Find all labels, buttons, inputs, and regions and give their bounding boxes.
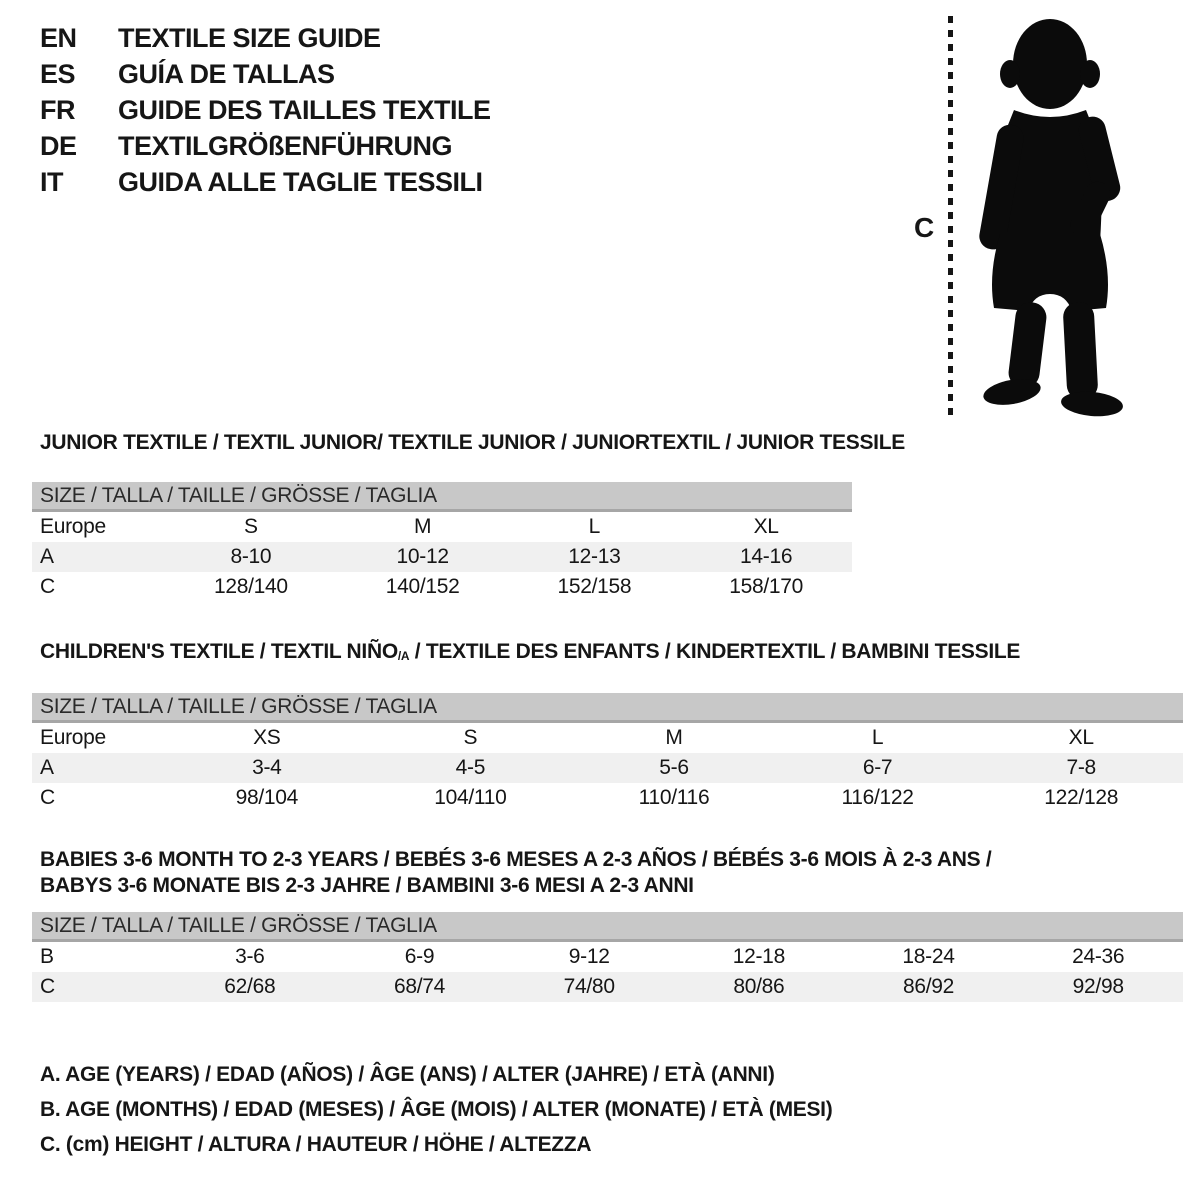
legend-line-b: B. AGE (MONTHS) / EDAD (MESES) / ÂGE (MOIS) / ALTER (MONATE) / ETÀ (MESI) — [40, 1098, 833, 1121]
children-heading-text: CHILDREN'S TEXTILE / TEXTIL NIÑO — [40, 640, 398, 663]
row-label: C — [40, 575, 55, 598]
junior-table-rows — [32, 512, 852, 602]
header-area — [0, 0, 1200, 420]
size-band: SIZE / TALLA / TAILLE / GRÖSSE / TAGLIA — [32, 482, 852, 512]
language-code: EN — [40, 23, 77, 53]
row-label: C — [40, 786, 55, 809]
size-cell: XL — [753, 515, 779, 538]
guide-title: TEXTILE SIZE GUIDE — [118, 23, 381, 53]
table-row — [32, 542, 852, 572]
row-label: B — [40, 945, 54, 968]
table-row — [32, 783, 1183, 813]
size-cell: 86/92 — [902, 975, 955, 998]
guide-title: GUIDA ALLE TAGLIE TESSILI — [118, 167, 483, 197]
language-row — [40, 92, 491, 128]
size-cell: 116/122 — [841, 786, 914, 809]
measure-legend — [40, 1057, 1183, 1162]
language-code: ES — [40, 59, 76, 89]
size-cell: 128/140 — [213, 575, 288, 598]
row-label: C — [40, 975, 55, 998]
babies-section — [32, 847, 1183, 1002]
size-cell: L — [588, 515, 601, 538]
size-cell: 12-18 — [732, 945, 785, 968]
size-cell: 14-16 — [740, 545, 793, 568]
legend-line-c: C. (cm) HEIGHT / ALTURA / HAUTEUR / HÖHE / ALTEZZA — [40, 1133, 592, 1156]
size-band: SIZE / TALLA / TAILLE / GRÖSSE / TAGLIA — [32, 693, 1183, 723]
babies-table-rows — [32, 942, 1183, 1002]
row-label: Europe — [40, 726, 106, 749]
legend-line-a: A. AGE (YEARS) / EDAD (AÑOS) / ÂGE (ANS) / ALTER (JAHRE) / ETÀ (ANNI) — [40, 1063, 775, 1086]
junior-size-table — [32, 482, 852, 602]
size-cell: 104/110 — [434, 786, 507, 809]
size-cell: 6-7 — [862, 756, 893, 779]
size-cell: 4-5 — [455, 756, 486, 779]
size-band: SIZE / TALLA / TAILLE / GRÖSSE / TAGLIA — [32, 912, 1183, 942]
size-cell: 158/170 — [729, 575, 804, 598]
guide-title: GUIDE DES TAILLES TEXTILE — [118, 95, 491, 125]
size-cell: 8-10 — [230, 545, 272, 568]
row-label: A — [40, 545, 54, 568]
table-row — [32, 512, 852, 542]
children-size-table — [32, 693, 1183, 813]
language-row — [40, 20, 491, 56]
children-heading-text: / TEXTILE DES ENFANTS / KINDERTEXTIL / BAMBINI TESSILE — [409, 640, 1021, 663]
children-section-heading — [32, 639, 1183, 667]
junior-section-heading: JUNIOR TEXTILE / TEXTIL JUNIOR/ TEXTILE JUNIOR / JUNIORTEXTIL / JUNIOR TESSILE — [40, 431, 905, 454]
language-code: IT — [40, 167, 63, 197]
size-cell: 18-24 — [902, 945, 955, 968]
height-measure-label: C — [914, 212, 935, 243]
size-cell: 80/86 — [733, 975, 785, 998]
table-row — [32, 572, 852, 602]
size-cell: 7-8 — [1066, 756, 1096, 779]
size-cell: 5-6 — [659, 756, 689, 779]
language-code: DE — [40, 131, 77, 161]
size-cell: M — [414, 515, 432, 538]
size-cell: 24-36 — [1072, 945, 1125, 968]
size-cell: 98/104 — [235, 786, 299, 809]
table-row — [32, 723, 1183, 753]
table-row — [32, 972, 1183, 1002]
size-cell: XS — [253, 726, 281, 749]
size-cell: 68/74 — [393, 975, 446, 998]
size-cell: 9-12 — [568, 945, 610, 968]
children-heading-subscript: /A — [397, 649, 410, 663]
size-cell: 92/98 — [1072, 975, 1124, 998]
size-cell: 3-4 — [252, 756, 282, 779]
table-row — [32, 942, 1183, 972]
size-cell: 74/80 — [563, 975, 615, 998]
size-cell: 12-13 — [568, 545, 621, 568]
size-cell: 62/68 — [224, 975, 276, 998]
language-row — [40, 164, 491, 200]
size-cell: 10-12 — [396, 545, 449, 568]
row-label: A — [40, 756, 54, 779]
size-cell: 110/116 — [638, 786, 710, 809]
size-cell: XL — [1068, 726, 1094, 749]
babies-heading-line1: BABIES 3-6 MONTH TO 2-3 YEARS / BEBÉS 3-6 MESES A 2-3 AÑOS / BÉBÉS 3-6 MOIS À 2-3 ANS / — [40, 848, 992, 871]
babies-heading-line2: BABYS 3-6 MONATE BIS 2-3 JAHRE / BAMBINI 3-6 MESI A 2-3 ANNI — [40, 874, 694, 897]
size-cell: 152/158 — [557, 575, 632, 598]
size-cell: S — [463, 726, 478, 749]
babies-size-table — [32, 912, 1183, 1002]
language-title-list — [40, 20, 491, 200]
height-measure-dashed-line — [948, 16, 953, 416]
row-label: Europe — [40, 515, 106, 538]
size-cell: M — [665, 726, 683, 749]
toddler-silhouette-icon — [962, 12, 1142, 417]
language-code: FR — [40, 95, 75, 125]
children-section — [32, 639, 1183, 813]
language-row — [40, 56, 491, 92]
guide-title: GUÍA DE TALLAS — [118, 59, 335, 89]
size-cell: 3-6 — [235, 945, 265, 968]
language-row — [40, 128, 491, 164]
guide-title: TEXTILGRÖßENFÜHRUNG — [118, 131, 452, 161]
size-cell: 122/128 — [1044, 786, 1119, 809]
size-cell: L — [871, 726, 884, 749]
babies-section-heading — [32, 847, 1183, 899]
size-guide-body — [32, 430, 1183, 1162]
size-cell: S — [244, 515, 258, 538]
size-cell: 140/152 — [385, 575, 460, 598]
table-row — [32, 753, 1183, 783]
size-cell: 6-9 — [404, 945, 435, 968]
junior-section — [32, 430, 1183, 602]
children-table-rows — [32, 723, 1183, 813]
